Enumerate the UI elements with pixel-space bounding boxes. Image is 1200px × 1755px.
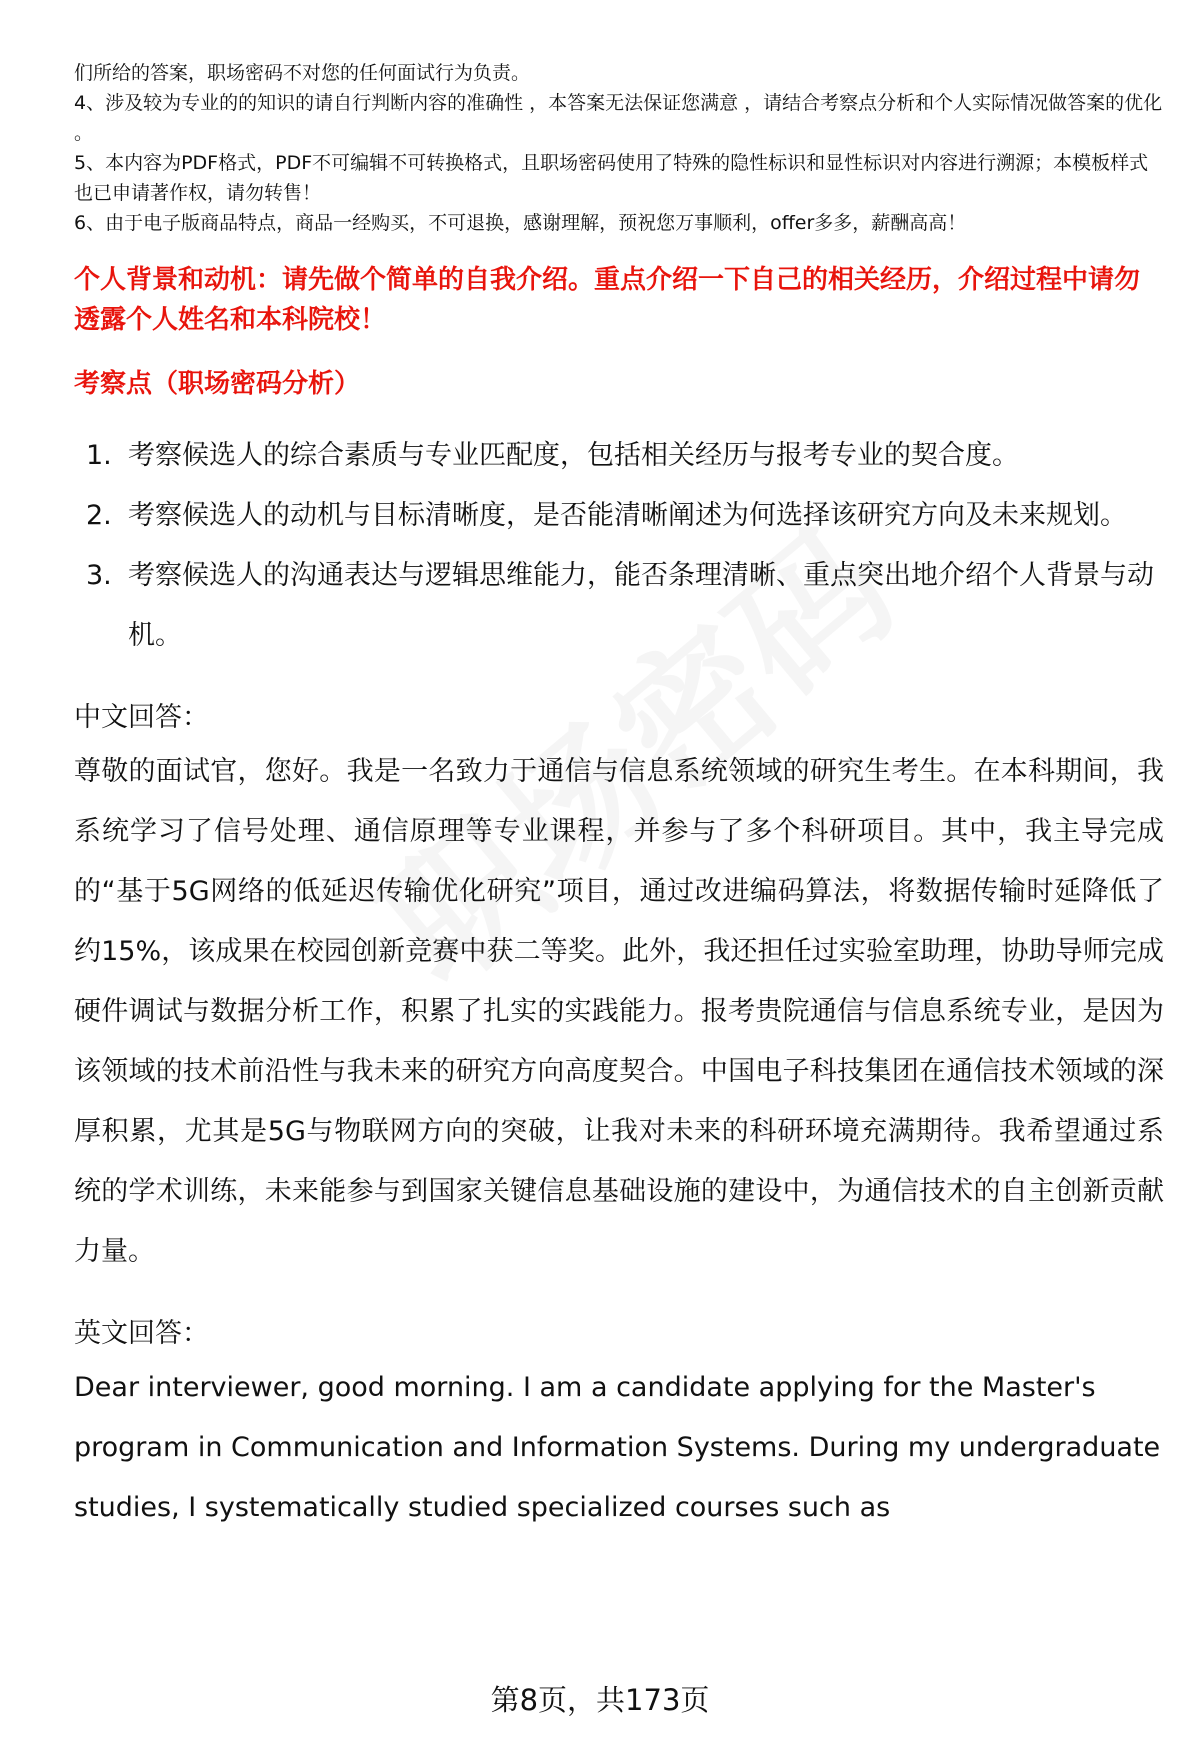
- point-text: 考察候选人的综合素质与专业匹配度，包括相关经历与报考专业的契合度。: [128, 440, 1019, 471]
- assessment-points-list: [74, 426, 1164, 666]
- point-number: 3.: [86, 560, 112, 591]
- point-number: 1.: [86, 440, 112, 471]
- note-line: 4、涉及较为专业的的知识的请自行判断内容的准确性 ，本答案无法保证您满意 ，请结合考察点分析和个人实际情况做答案的优化 。: [74, 92, 1163, 144]
- chinese-answer: 尊敬的面试官，您好。我是一名致力于通信与信息系统领域的研究生考生。在本科期间，我系统学习了信号处理、通信原理等专业课程，并参与了多个科研项目。其中，我主导完成的“基于5G网络的低延迟传输优化研究”项目，通过改进编码算法，将数据传输时延降低了约15%，该成果在校园创新竞赛中获二等奖。此外，我还担任过实验室助理，协助导师完成硬件调试与数据分析工作，积累了扎实的实践能力。报考贵院通信与信息系统专业，是因为该领域的技术前沿性与我未来的研究方向高度契合。中国电子科技集团在通信技术领域的深厚积累，尤其是5G与物联网方向的突破，让我对未来的科研环境充满期待。我希望通过系统的学术训练，未来能参与到国家关键信息基础设施的建设中，为通信技术的自主创新贡献力量。: [74, 756, 1164, 1267]
- point-text: 考察候选人的动机与目标清晰度，是否能清晰阐述为何选择该研究方向及未来规划。: [128, 500, 1127, 531]
- point-number: 2.: [86, 500, 112, 531]
- note-line: 们所给的答案，职场密码不对您的任何面试行为负责。: [74, 62, 531, 84]
- assessment-point: [74, 426, 1164, 486]
- note-line: 5、本内容为PDF格式，PDF不可编辑不可转换格式，且职场密码使用了特殊的隐性标识和显性标识对内容进行溯源；本模板样式也已申请著作权，请勿转售！: [74, 152, 1149, 204]
- assessment-point: [74, 486, 1164, 546]
- page-footer: 第8页，共173页: [490, 1683, 710, 1717]
- english-answer: Dear interviewer, good morning. I am a candidate applying for the Master's program in Communication and Information Systems. During my undergraduate studies, I systematically studied specialized courses such as: [74, 1372, 1161, 1523]
- assessment-points-title: 考察点（职场密码分析）: [74, 369, 361, 399]
- note-line: 6、由于电子版商品特点，商品一经购买，不可退换，感谢理解，预祝您万事顺利，offer多多，薪酬高高！: [74, 212, 967, 234]
- document-page: [74, 58, 1164, 1538]
- point-text: 考察候选人的沟通表达与逻辑思维能力，能否条理清晰、重点突出地介绍个人背景与动机。: [128, 560, 1154, 651]
- assessment-point: [74, 546, 1164, 666]
- english-answer-label: 英文回答：: [74, 1318, 209, 1349]
- disclaimer-notes: [74, 58, 1164, 238]
- chinese-answer-label: 中文回答：: [74, 702, 209, 733]
- interview-question: 个人背景和动机：请先做个简单的自我介绍。重点介绍一下自己的相关经历，介绍过程中请勿透露个人姓名和本科院校！: [74, 265, 1141, 335]
